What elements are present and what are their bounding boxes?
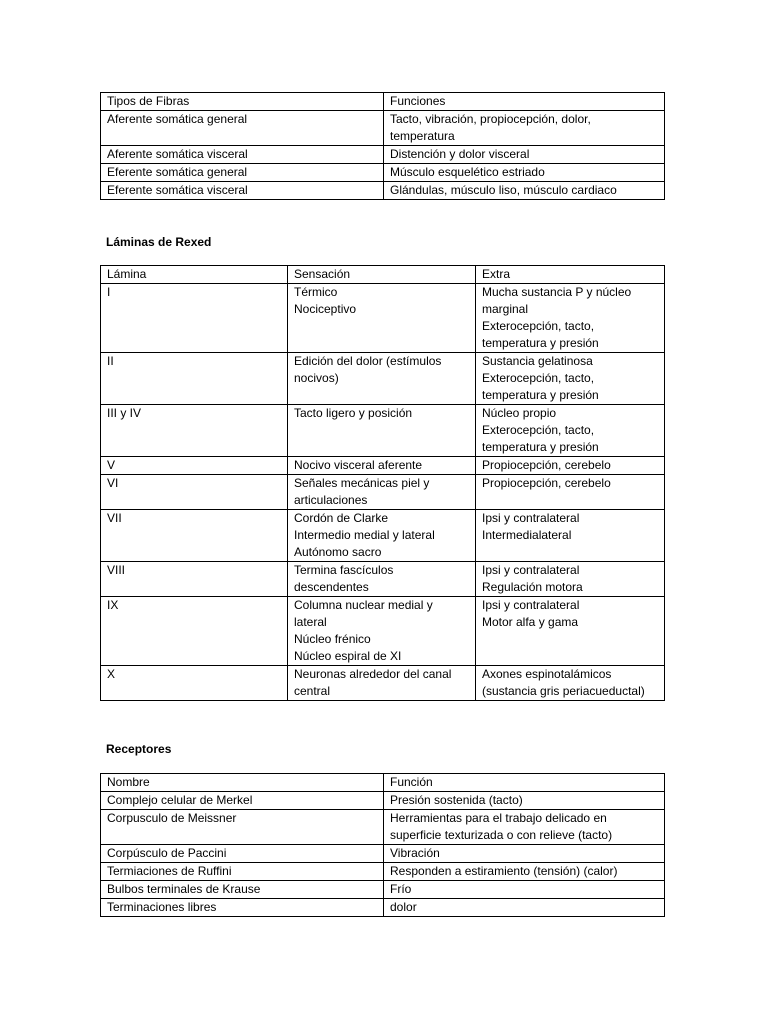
table-cell <box>288 666 476 701</box>
cell-text-line: Distención y dolor visceral <box>390 147 530 161</box>
cell-text-line: Intermedio medial y lateral <box>294 528 435 542</box>
fiber-types-body <box>101 93 665 200</box>
table-cell <box>288 562 476 597</box>
cell-text-line: Frío <box>390 882 412 896</box>
table-row <box>101 146 665 164</box>
cell-text-line: Termina fascículos <box>294 563 394 577</box>
cell-text-line: Termiaciones de Ruffini <box>107 864 232 878</box>
table-cell <box>101 562 288 597</box>
cell-text-line: Nocivo visceral aferente <box>294 458 423 472</box>
cell-text-line: Bulbos terminales de Krause <box>107 882 261 896</box>
table-row <box>101 164 665 182</box>
rexed-laminae-heading: Láminas de Rexed <box>106 235 212 249</box>
column-header: Lámina <box>101 266 288 284</box>
table-row <box>101 353 665 405</box>
table-cell <box>101 111 384 146</box>
cell-text-line: VII <box>107 511 122 525</box>
cell-text-line: Autónomo sacro <box>294 545 382 559</box>
cell-text-line: temperatura <box>390 129 455 143</box>
cell-text-line: Exterocepción, tacto, <box>482 371 595 385</box>
table-cell <box>384 845 665 863</box>
table-cell <box>101 457 288 475</box>
cell-text-line: Eferente somática visceral <box>107 183 248 197</box>
cell-text-line: Exterocepción, tacto, <box>482 319 595 333</box>
cell-text-line: Corpusculo de Meissner <box>107 811 237 825</box>
table-cell <box>101 353 288 405</box>
cell-text-line: Tacto, vibración, propiocepción, dolor, <box>390 112 591 126</box>
table-cell <box>288 353 476 405</box>
cell-text-line: Sustancia gelatinosa <box>482 354 593 368</box>
cell-text-line: nocivos) <box>294 371 339 385</box>
table-row <box>101 863 665 881</box>
cell-text-line: Columna nuclear medial y <box>294 598 433 612</box>
cell-text-line: Tacto ligero y posición <box>294 406 413 420</box>
cell-text-line: (sustancia gris periacueductal) <box>482 684 645 698</box>
cell-text-line: Eferente somática general <box>107 165 248 179</box>
cell-text-line: Responden a estiramiento (tensión) (calor) <box>390 864 618 878</box>
cell-text-line: Ipsi y contralateral <box>482 598 580 612</box>
cell-text-line: Exterocepción, tacto, <box>482 423 595 437</box>
table-cell <box>101 792 384 810</box>
table-cell <box>288 457 476 475</box>
table-row <box>101 405 665 457</box>
table-row <box>101 182 665 200</box>
table-cell <box>384 881 665 899</box>
column-header: Tipos de Fibras <box>101 93 384 111</box>
cell-text-line: Mucha sustancia P y núcleo <box>482 285 632 299</box>
table-cell <box>288 284 476 353</box>
cell-text-line: VIII <box>107 563 126 577</box>
table-cell <box>101 845 384 863</box>
table-cell <box>101 146 384 164</box>
table-cell <box>101 510 288 562</box>
column-header: Extra <box>476 266 665 284</box>
cell-text-line: Axones espinotalámicos <box>482 667 612 681</box>
receptors-body <box>101 774 665 917</box>
rexed-laminae-table <box>100 265 665 701</box>
cell-text-line: Terminaciones libres <box>107 900 217 914</box>
column-header: Nombre <box>101 774 384 792</box>
cell-text-line: Motor alfa y gama <box>482 615 579 629</box>
table-row <box>101 810 665 845</box>
cell-text-line: Regulación motora <box>482 580 583 594</box>
table-cell <box>288 475 476 510</box>
table-cell <box>101 182 384 200</box>
cell-text-line: Nociceptivo <box>294 302 357 316</box>
cell-text-line: Corpúsculo de Paccini <box>107 846 227 860</box>
cell-text-line: Músculo esquelético estriado <box>390 165 545 179</box>
cell-text-line: descendentes <box>294 580 369 594</box>
cell-text-line: Propiocepción, cerebelo <box>482 476 611 490</box>
cell-text-line: Glándulas, músculo liso, músculo cardiaco <box>390 183 617 197</box>
column-header: Sensación <box>288 266 476 284</box>
table-cell <box>476 457 665 475</box>
rexed-laminae-body <box>101 266 665 701</box>
table-row <box>101 666 665 701</box>
cell-text-line: VI <box>107 476 119 490</box>
column-header: Función <box>384 774 665 792</box>
cell-text-line: V <box>107 458 116 472</box>
cell-text-line: Ipsi y contralateral <box>482 563 580 577</box>
table-cell <box>476 562 665 597</box>
table-cell <box>476 405 665 457</box>
receptors-heading: Receptores <box>106 742 172 756</box>
cell-text-line: Aferente somática visceral <box>107 147 248 161</box>
table-cell <box>384 182 665 200</box>
table-cell <box>288 510 476 562</box>
table-row <box>101 475 665 510</box>
cell-text-line: Ipsi y contralateral <box>482 511 580 525</box>
cell-text-line: lateral <box>294 615 327 629</box>
cell-text-line: Núcleo propio <box>482 406 557 420</box>
table-row <box>101 510 665 562</box>
cell-text-line: temperatura y presión <box>482 440 599 454</box>
table-cell <box>101 597 288 666</box>
cell-text-line: Vibración <box>390 846 440 860</box>
table-cell <box>288 597 476 666</box>
table-row <box>101 111 665 146</box>
table-cell <box>101 284 288 353</box>
table-cell <box>101 863 384 881</box>
cell-text-line: Complejo celular de Merkel <box>107 793 253 807</box>
cell-text-line: IX <box>107 598 119 612</box>
cell-text-line: Cordón de Clarke <box>294 511 389 525</box>
table-row <box>101 284 665 353</box>
table-row <box>101 899 665 917</box>
table-cell <box>476 353 665 405</box>
table-cell <box>101 475 288 510</box>
table-cell <box>101 666 288 701</box>
cell-text-line: II <box>107 354 114 368</box>
cell-text-line: Herramientas para el trabajo delicado en <box>390 811 607 825</box>
cell-text-line: temperatura y presión <box>482 336 599 350</box>
cell-text-line: Neuronas alrededor del canal <box>294 667 452 681</box>
table-row <box>101 597 665 666</box>
table-cell <box>476 666 665 701</box>
table-cell <box>101 899 384 917</box>
table-cell <box>476 597 665 666</box>
cell-text-line: X <box>107 667 116 681</box>
table-row <box>101 562 665 597</box>
column-header: Funciones <box>384 93 665 111</box>
table-cell <box>476 284 665 353</box>
table-cell <box>476 510 665 562</box>
cell-text-line: Térmico <box>294 285 338 299</box>
table-row <box>101 845 665 863</box>
table-cell <box>384 863 665 881</box>
cell-text-line: Núcleo espiral de XI <box>294 649 402 663</box>
table-cell <box>101 405 288 457</box>
cell-text-line: superficie texturizada o con relieve (tacto) <box>390 828 613 842</box>
table-header-row <box>101 266 665 284</box>
cell-text-line: I <box>107 285 111 299</box>
cell-text-line: III y IV <box>107 406 142 420</box>
table-cell <box>384 792 665 810</box>
cell-text-line: Propiocepción, cerebelo <box>482 458 611 472</box>
table-cell <box>384 899 665 917</box>
table-cell <box>101 810 384 845</box>
table-header-row <box>101 774 665 792</box>
fiber-types-table <box>100 92 665 200</box>
table-cell <box>101 164 384 182</box>
cell-text-line: Edición del dolor (estímulos <box>294 354 442 368</box>
cell-text-line: articulaciones <box>294 493 368 507</box>
cell-text-line: temperatura y presión <box>482 388 599 402</box>
cell-text-line: dolor <box>390 900 417 914</box>
receptors-table <box>100 773 665 917</box>
table-cell <box>384 164 665 182</box>
table-cell <box>288 405 476 457</box>
table-row <box>101 457 665 475</box>
cell-text-line: marginal <box>482 302 529 316</box>
table-header-row <box>101 93 665 111</box>
table-cell <box>476 475 665 510</box>
cell-text-line: Intermedialateral <box>482 528 572 542</box>
cell-text-line: central <box>294 684 331 698</box>
table-cell <box>384 111 665 146</box>
table-cell <box>101 881 384 899</box>
table-cell <box>384 146 665 164</box>
table-row <box>101 881 665 899</box>
cell-text-line: Aferente somática general <box>107 112 248 126</box>
cell-text-line: Presión sostenida (tacto) <box>390 793 523 807</box>
table-cell <box>384 810 665 845</box>
table-row <box>101 792 665 810</box>
cell-text-line: Núcleo frénico <box>294 632 371 646</box>
cell-text-line: Señales mecánicas piel y <box>294 476 430 490</box>
